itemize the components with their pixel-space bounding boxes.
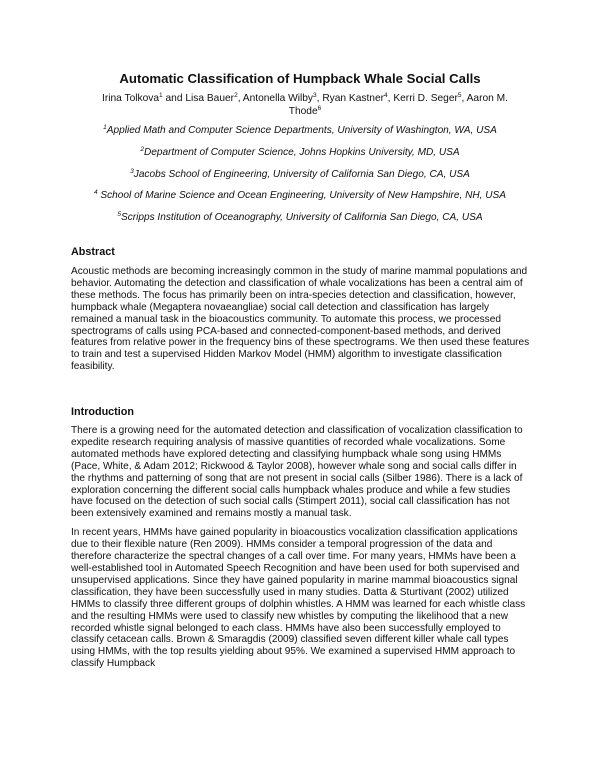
paper-title: Automatic Classification of Humpback Whale Social Calls xyxy=(119,71,481,86)
affiliation: $^5$Scripps Institution of Oceanography, University of California San Diego, CA, USA xyxy=(117,211,483,224)
author-list xyxy=(90,92,520,118)
affiliation: $^1$Applied Math and Computer Science Departments, University of Washington, WA, USA xyxy=(103,124,497,136)
author: Antonella Wilby$^3$, xyxy=(242,92,323,104)
introduction-heading: Introduction xyxy=(71,406,134,418)
affiliation: $^4$ School of Marine Science and Ocean Engineering, University of New Hampshire, NH, USA xyxy=(93,189,507,202)
abstract-heading: Abstract xyxy=(71,246,115,258)
introduction-paragraph: There is a growing need for the automated detection and classification of vocalization classification to expedite research requiring analysis of massive quantities of recorded whale vocalizations. Some automated methods have explored detecting and classifying humpback whale song using HMMs (Pace, White, & Adam 2012; Rickwood & Taylor 2008), however whale song and social calls differ in the rhythms and patterning of song that are not present in social calls (Silber 1986). There is a lack of exploration concerning the different social calls humpback whales produce and while a few studies have focused on the detection of such social calls (Stimpert 2011), social call classification has not been extensively examined and remains mostly a manual task. xyxy=(71,425,523,520)
author: Irina Tolkova$^1$ and xyxy=(102,92,186,104)
author: Ryan Kastner$^4$, xyxy=(322,92,394,104)
author: Aaron M. Thode$^6$ xyxy=(288,93,508,117)
affiliation: $^3$Jacobs School of Engineering, University of California San Diego, CA, USA xyxy=(130,167,470,180)
abstract-body xyxy=(71,266,533,373)
affiliation-list xyxy=(40,124,560,233)
abstract-paragraph: Acoustic methods are becoming increasingly common in the study of marine mammal populations and behavior. Automating the detection and classification of whale vocalizations has been a central aim of these methods. The focus has primarily been on intra-species detection and classification, however, humpback whale (Megaptera novaeangliae) social call detection and classification has largely remained a manual task in the bioacoustics community. To automate this process, we processed spectrograms of calls using PCA-based and connected-component-based methods, and derived features from relative power in the frequency bins of these spectrograms. We then used these features to train and test a supervised Hidden Markov Model (HMM) algorithm to investigate classification feasibility. xyxy=(71,266,530,373)
author: Lisa Bauer$^2$, xyxy=(185,92,243,104)
affiliation: $^2$Department of Computer Science, Johns Hopkins University, MD, USA xyxy=(140,145,460,158)
introduction-body xyxy=(71,425,533,670)
introduction-paragraph: In recent years, HMMs have gained popularity in bioacoustics vocalization classification applications due to their flexible nature (Ren 2009). HMMs consider a temporal progression of the data and therefore characterize the spectral changes of a call over time. For many years, HMMs have been a well-established tool in Automated Speech Recognition and have been used for both supervised and unsupervised applications. Since they have gained popularity in marine mammal bioacoustics signal classification, they have been successfully used in many studies. Datta & Sturtivant (2002) utilized HMMs to classify three different groups of dolphin whistles. A HMM was learned for each whistle class and the resulting HMMs were used to classify new whistles by computing the likelihood that a new recorded whistle signal belonged to each class. HMMs have also been successfully employed to classify cetacean calls. Brown & Smaragdis (2009) classified seven different killer whale call types using HMMs, with the top results yielding about 95%. We examined a supervised HMM approach to classify Humpback xyxy=(71,527,526,670)
author: Kerri D. Seger$^5$, xyxy=(393,92,467,104)
